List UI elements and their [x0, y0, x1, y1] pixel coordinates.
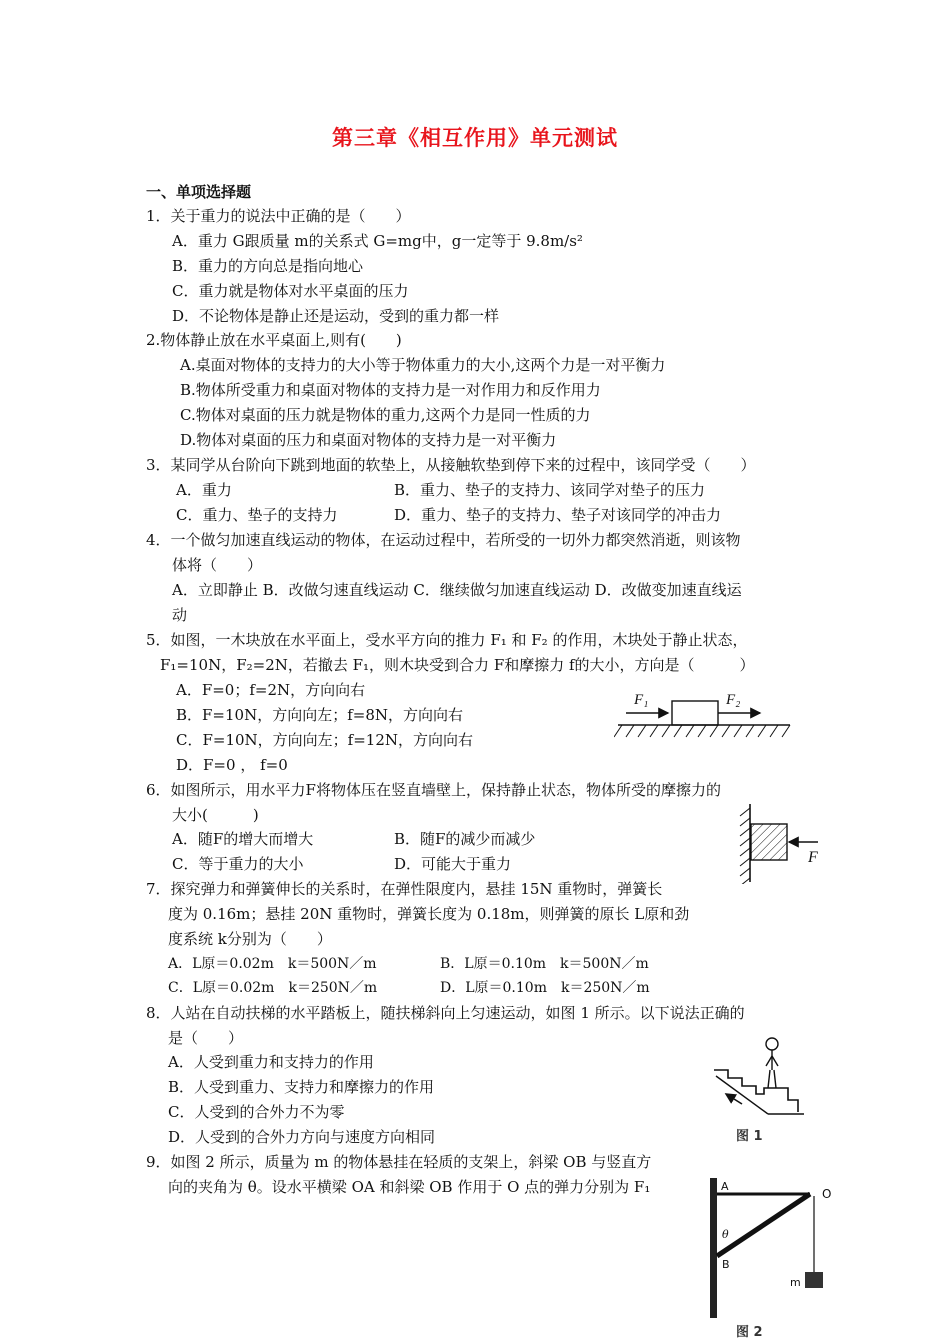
question-1-option-a: A．重力 G跟质量 m的关系式 G=mg中，g一定等于 9.8m/s²	[172, 232, 583, 250]
question-2-option-d: D.物体对桌面的压力和桌面对物体的支持力是一对平衡力	[180, 431, 557, 449]
wood-block	[672, 701, 718, 725]
motion-arrow	[726, 1094, 742, 1104]
question-5-stem-cont: F₁=10N，F₂=2N，若撤去 F₁，则木块受到合力 F和摩擦力 f的大小，方向是（ ）	[160, 656, 755, 674]
person-figure	[766, 1038, 778, 1088]
question-6-option-d: D．可能大于重力	[394, 855, 512, 873]
question-1-option-c: C．重力就是物体对水平桌面的压力	[172, 282, 409, 300]
question-8-stem: 8．人站在自动扶梯的水平踏板上，随扶梯斜向上匀速运动，如图 1 所示。以下说法正确的	[146, 1004, 745, 1022]
page-title: 第三章《相互作用》单元测试	[332, 126, 618, 150]
question-2-option-b: B.物体所受重力和桌面对物体的支持力是一对作用力和反作用力	[180, 381, 601, 399]
question-4-stem: 4．一个做匀加速直线运动的物体，在运动过程中，若所受的一切外力都突然消逝，则该物	[146, 531, 741, 549]
figure-block-on-floor	[614, 688, 794, 746]
question-6-stem: 6．如图所示，用水平力F将物体压在竖直墙壁上，保持静止状态，物体所受的摩擦力的	[146, 781, 721, 799]
figure-block-against-wall	[734, 802, 828, 884]
question-8-option-d: D．人受到的合外力方向与速度方向相同	[168, 1128, 436, 1146]
question-7-stem: 7．探究弹力和弹簧伸长的关系时，在弹性限度内，悬挂 15N 重物时，弹簧长	[146, 880, 663, 898]
question-7-stem-cont2: 度系统 k分别为（ ）	[168, 930, 332, 948]
label-a: A	[721, 1180, 729, 1193]
question-7-option-d: D．L原＝0.10m k＝250N／m	[440, 980, 650, 996]
question-8-stem-cont: 是（ ）	[168, 1029, 244, 1047]
question-6-option-b: B．随F的减少而减少	[394, 830, 536, 848]
question-7-option-c: C．L原＝0.02m k＝250N／m	[168, 980, 378, 996]
question-6-option-c: C．等于重力的大小	[172, 855, 304, 873]
question-5-option-b: B．F=10N，方向向左；f=8N，方向向右	[176, 706, 464, 724]
vertical-wall-post	[710, 1178, 717, 1318]
label-b: B	[722, 1258, 730, 1271]
question-2-stem: 2.物体静止放在水平桌面上,则有( )	[146, 331, 402, 349]
force-f2-label: F₂	[726, 692, 741, 708]
question-5-option-a: A．F=0；f=2N，方向向右	[176, 681, 366, 699]
question-9-stem: 9．如图 2 所示，质量为 m 的物体悬挂在轻质的支架上，斜梁 OB 与竖直方	[146, 1153, 652, 1171]
hanging-mass	[805, 1272, 823, 1288]
question-4-options: A．立即静止 B．改做匀速直线运动 C．继续做匀加速直线运动 D．改做变加速直线运	[172, 581, 742, 599]
pressed-block	[751, 824, 787, 860]
question-3-option-c: C．重力、垫子的支持力	[176, 506, 338, 524]
figure-2-caption: 图 2	[736, 1325, 763, 1340]
question-9-stem-cont: 向的夹角为 θ。设水平横梁 OA 和斜梁 OB 作用于 O 点的弹力分别为 F₁	[168, 1178, 651, 1196]
question-5-option-d: D．F=0 ， f=0	[176, 756, 288, 774]
section-heading: 一、单项选择题	[146, 183, 252, 201]
question-3-option-b: B．重力、垫子的支持力、该同学对垫子的压力	[394, 481, 706, 499]
question-6-option-a: A．随F的增大而增大	[172, 830, 314, 848]
question-8-option-b: B．人受到重力、支持力和摩擦力的作用	[168, 1078, 435, 1096]
question-6-stem-cont: 大小( )	[172, 806, 259, 824]
label-o: O	[822, 1187, 832, 1201]
figure-1-caption: 图 1	[736, 1129, 763, 1144]
question-1-option-d: D．不论物体是静止还是运动，受到的重力都一样	[172, 307, 500, 325]
question-5-stem: 5．如图，一木块放在水平面上，受水平方向的推力 F₁ 和 F₂ 的作用，木块处于静止状态，	[146, 631, 748, 649]
slanted-beam-ob	[717, 1194, 810, 1256]
label-m: m	[790, 1276, 801, 1289]
question-7-option-a: A．L原＝0.02m k＝500N／m	[168, 956, 377, 972]
figure-escalator	[708, 1036, 808, 1148]
question-1-stem: 1．关于重力的说法中正确的是（ ）	[146, 207, 411, 225]
force-f1-label: F₁	[634, 692, 649, 708]
question-3-option-d: D．重力、垫子的支持力、垫子对该同学的冲击力	[394, 506, 722, 524]
figure-bracket	[702, 1176, 842, 1342]
label-theta: θ	[722, 1228, 729, 1241]
question-2-option-a: A.桌面对物体的支持力的大小等于物体重力的大小,这两个力是一对平衡力	[180, 356, 666, 374]
question-2-option-c: C.物体对桌面的压力就是物体的重力,这两个力是同一性质的力	[180, 406, 591, 424]
question-7-stem-cont: 度为 0.16m；悬挂 20N 重物时，弹簧长度为 0.18m，则弹簧的原长 L原和劲	[168, 905, 690, 923]
question-3-stem: 3．某同学从台阶向下跳到地面的软垫上，从接触软垫到停下来的过程中，该同学受（ ）	[146, 456, 756, 474]
question-4-options-cont: 动	[172, 606, 188, 624]
question-4-stem-cont: 体将（ ）	[172, 556, 263, 574]
question-8-option-a: A．人受到重力和支持力的作用	[168, 1053, 374, 1071]
question-8-option-c: C．人受到的合外力不为零	[168, 1103, 345, 1121]
question-3-option-a: A．重力	[176, 481, 232, 499]
force-f-label: F	[808, 849, 818, 866]
question-7-option-b: B．L原＝0.10m k＝500N／m	[440, 956, 649, 972]
question-5-option-c: C．F=10N，方向向左；f=12N，方向向右	[176, 731, 473, 749]
question-1-option-b: B．重力的方向总是指向地心	[172, 257, 364, 275]
